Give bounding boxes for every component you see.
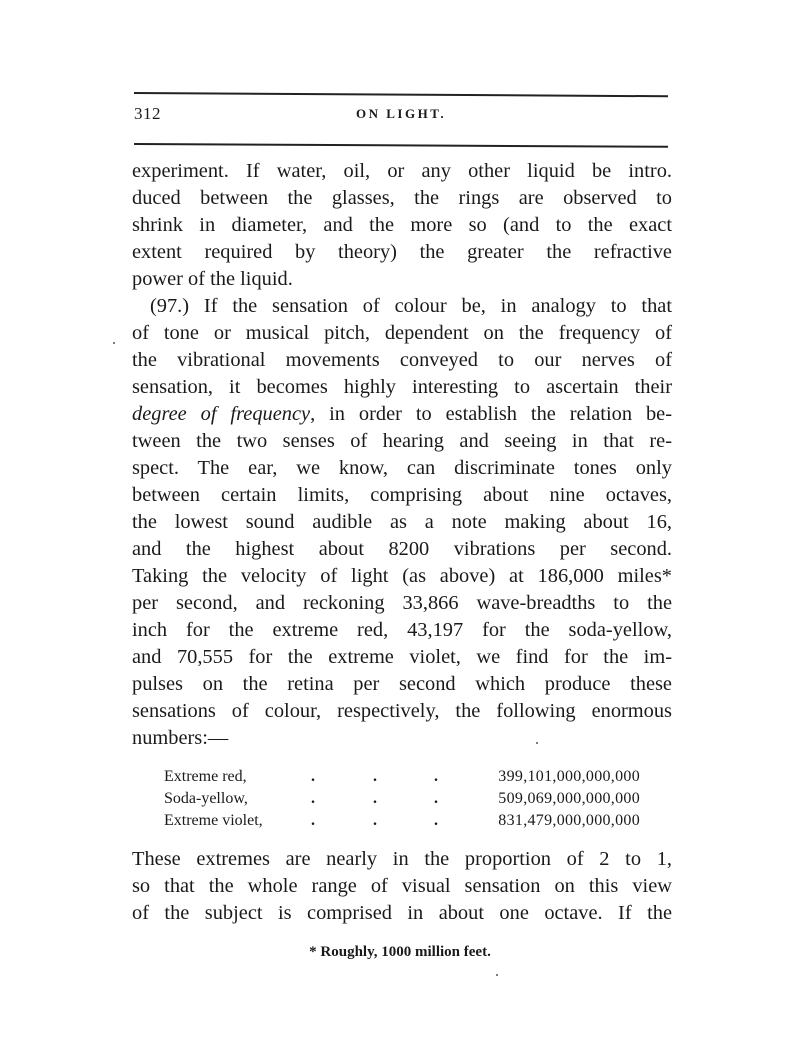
text-line: per second, and reckoning 33,866 wave-breadths to the: [132, 592, 672, 614]
scan-speck: [536, 742, 538, 744]
running-title: ON LIGHT.: [356, 106, 447, 121]
row-value: 831,479,000,000,000: [498, 812, 640, 829]
text-line: the vibrational movements conveyed to our nerves of: [132, 349, 672, 371]
scan-speck: [113, 342, 115, 344]
row-value: 399,101,000,000,000: [498, 768, 640, 785]
leader-dot: .: [434, 812, 438, 829]
text-line: the lowest sound audible as a note making about 16,: [132, 511, 672, 533]
text-line: so that the whole range of visual sensation on this view: [132, 875, 672, 897]
text-line: shrink in diameter, and the more so (and to the exact: [132, 214, 672, 236]
text-line: sensations of colour, respectively, the following enormous: [132, 700, 672, 722]
leader-dot: .: [311, 790, 315, 807]
text-line-rest: , in order to establish the relation be-: [310, 403, 672, 425]
text-line: of tone or musical pitch, dependent on the frequency of: [132, 322, 672, 344]
text-line: These extremes are nearly in the proportion of 2 to 1,: [132, 848, 672, 870]
text-line: spect. The ear, we know, can discriminate tones only: [132, 457, 672, 479]
text-line: experiment. If water, oil, or any other liquid be intro.: [132, 160, 672, 182]
leader-dot: .: [373, 812, 377, 829]
scan-speck: [496, 974, 498, 976]
row-value: 509,069,000,000,000: [498, 790, 640, 807]
body-text: [132, 158, 672, 752]
text-line: extent required by theory) the greater the refractive: [132, 241, 672, 263]
row-label: Extreme red,: [164, 768, 247, 785]
leader-dot: .: [434, 790, 438, 807]
header-rule-bottom: [134, 143, 668, 148]
text-line: [132, 293, 672, 320]
paragraph-97: [132, 293, 672, 752]
text-line: tween the two senses of hearing and seeing in that re-: [132, 430, 672, 452]
table-row: [164, 810, 644, 832]
leader-dot: .: [311, 812, 315, 829]
running-head: [134, 104, 668, 126]
section-number: (97.): [150, 295, 190, 317]
impulse-table: [164, 766, 644, 832]
leader-dot: .: [311, 768, 315, 785]
leader-dot: .: [434, 768, 438, 785]
table-row: [164, 788, 644, 810]
text-line: and the highest about 8200 vibrations per second.: [132, 538, 672, 560]
text-line: sensation, it becomes highly interesting to ascertain their: [132, 376, 672, 398]
text-line: and 70,555 for the extreme violet, we find for the im-: [132, 646, 672, 668]
text-line: power of the liquid.: [132, 268, 293, 290]
text-line-rest: If the sensation of colour be, in analogy to that: [189, 295, 672, 317]
header-rule-top: [134, 92, 668, 97]
row-label: Extreme violet,: [164, 812, 263, 829]
row-label: Soda-yellow,: [164, 790, 248, 807]
text-line: duced between the glasses, the rings are observed to: [132, 187, 672, 209]
page-number: 312: [134, 104, 161, 123]
text-line: pulses on the retina per second which produce these: [132, 673, 672, 695]
leader-dot: .: [373, 768, 377, 785]
text-line: Taking the velocity of light (as above) at 186,000 miles*: [132, 565, 672, 587]
text-line: [132, 401, 672, 428]
text-line: numbers:—: [132, 727, 229, 749]
text-line: between certain limits, comprising about nine octaves,: [132, 484, 672, 506]
footnote: * Roughly, 1000 million feet.: [309, 944, 491, 960]
paragraph-conclusion: [132, 846, 672, 927]
italic-term: degree of frequency: [132, 403, 311, 425]
text-line: of the subject is comprised in about one octave. If the: [132, 902, 672, 924]
text-line: inch for the extreme red, 43,197 for the soda-yellow,: [132, 619, 672, 641]
paragraph-continuation: [132, 158, 672, 293]
leader-dot: .: [373, 790, 377, 807]
table-row: [164, 766, 644, 788]
